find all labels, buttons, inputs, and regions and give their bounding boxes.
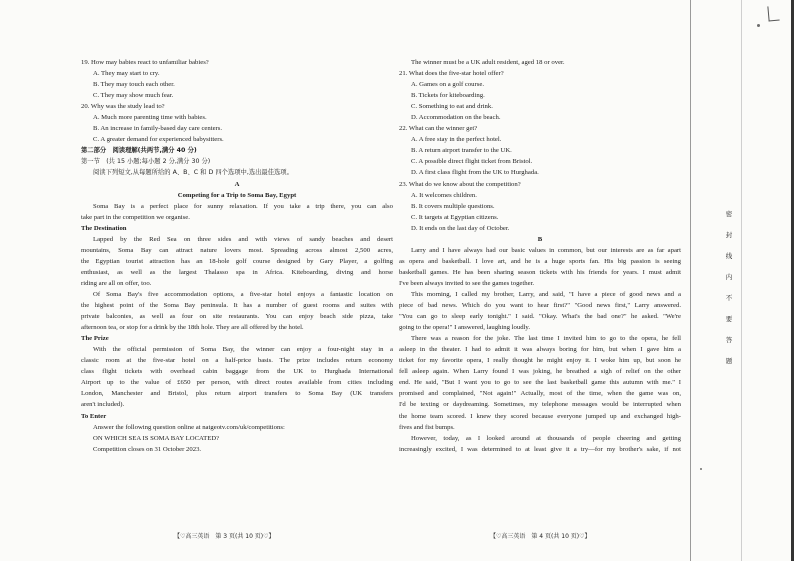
text-line: 第二部分 阅读理解(共两节,满分 40 分)	[81, 147, 197, 155]
text-line: classic room at the five-star hotel on a half-price basis. The prize includes return economy	[81, 357, 393, 365]
text-line: I'd be texting or daydreaming. Sometimes, my telephone messages would be interrupted when	[399, 401, 681, 409]
text-line: Competition closes on 31 October 2023.	[93, 445, 202, 453]
text-line: B. It covers multiple questions.	[411, 202, 495, 210]
text-line: mountains, Soma Bay can attract nature lovers most. Spreading across almost 2,500 acres,	[81, 246, 393, 254]
text-line: Answer the following question online at natgeotv.com/uk/competitions:	[93, 423, 285, 431]
text-line: 23. What do we know about the competition?	[399, 180, 521, 188]
corner-mark	[767, 6, 779, 22]
right-page-column	[399, 57, 681, 455]
text-line: B	[537, 235, 543, 243]
text-line: Of Soma Bay's five accommodation options, a five-star hotel enjoys a fantastic location on	[93, 290, 393, 298]
text-line: class flight tickets with overhead cabin baggage from the UK to Hurghada International	[81, 368, 393, 376]
binding-line	[690, 0, 691, 561]
binding-char: 线	[725, 252, 733, 260]
text-line: C. It targets at Egyptian citizens.	[411, 213, 499, 221]
binding-margin-notice	[724, 210, 734, 378]
binding-char: 不	[725, 294, 733, 302]
text-line: There was a reason for the joke. The last time I invited him to go to the opera, he fell	[411, 335, 681, 343]
text-line: To Enter	[81, 412, 107, 420]
text-line: ON WHICH SEA IS SOMA BAY LOCATED?	[93, 434, 220, 442]
binding-char: 密	[725, 210, 733, 218]
text-line: 19. How may babies react to unfamiliar babies?	[81, 59, 209, 66]
text-line: Airport up to the value of £650 per person, with direct routes available from cities including	[81, 379, 393, 387]
text-line: A. Much more parenting time with babies.	[93, 114, 207, 122]
text-line: B. They may touch each other.	[93, 81, 175, 89]
text-line: enthusiast, as well as the largest Thalasso spa in Africa. Kiteboarding, diving and horse	[81, 268, 393, 276]
text-line: D. A first class flight from the UK to Hurghada.	[411, 169, 539, 177]
text-line: A. They may start to cry.	[93, 70, 160, 78]
text-line: B. Tickets for kiteboarding.	[411, 92, 485, 100]
text-line: 22. What can the winner get?	[399, 125, 478, 133]
text-line: Competing for a Trip to Soma Bay, Egypt	[177, 191, 297, 199]
text-line: fell asleep again. When Larry found I was joking, he breathed a sigh of relief on the other	[399, 368, 681, 376]
left-page-column	[81, 57, 393, 455]
text-line: private balconies, as well as four on site restaurants. You can enjoy beach side pizza, take	[81, 313, 393, 321]
binding-char: 内	[725, 273, 733, 281]
text-line: 20. Why was the study lead to?	[81, 103, 165, 111]
text-line: ticket for my favorite opera, I really thought he might enjoy it. I woke him up, but soon he	[399, 357, 681, 365]
scan-speck	[700, 468, 702, 470]
binding-char: 答	[725, 336, 733, 344]
text-line: going to the opera!" I answered, laughing loudly.	[399, 324, 530, 332]
text-line: basketball games. He has been sharing season tickets with his friends for years. I must admit	[399, 268, 681, 276]
text-line: A. It welcomes children.	[411, 191, 477, 199]
text-line: C. They may show much fear.	[93, 92, 174, 100]
text-line: "You can go to sleep early tonight." I said. "Okay. What's the bad one?" he asked. "We're	[399, 313, 681, 321]
text-line: increasingly excited, I was determined to at least give it a try—for my brother's sake, if not	[399, 445, 681, 453]
text-line: D. Accommodation on the beach.	[411, 114, 501, 122]
text-line: as opera and basketball. I love art, and he is a huge sports fan. His big passion is seeing	[399, 257, 681, 265]
text-line: D. It ends on the last day of October.	[411, 224, 510, 232]
binding-char: 封	[725, 231, 733, 239]
scan-speck	[757, 24, 760, 27]
left-page-footer: 【♡高三英语 第 3 页(共 10 页)♡】	[174, 533, 275, 540]
text-line: asleep in the theater. I had to admit it was always boring for him, but when I gave him a	[399, 346, 681, 354]
text-line: Larry and I have always had our basic values in common, but our interests are as far apart	[411, 246, 681, 254]
text-line: The Destination	[81, 224, 127, 232]
binding-char: 要	[725, 315, 733, 323]
text-line: fives and fist bumps.	[399, 423, 455, 431]
text-line: aren't included).	[81, 401, 125, 409]
text-line: The Prize	[81, 335, 109, 343]
text-line: A. A free stay in the perfect hotel.	[411, 136, 502, 144]
text-line: I've been always invited to see the games together.	[399, 279, 535, 287]
text-line: take part in the competition we organise.	[81, 213, 190, 221]
text-line: Soma Bay is a perfect place for sunny relaxation. If you take a trip there, you can also	[93, 202, 393, 210]
text-line: C. A greater demand for experienced babysitters.	[93, 136, 224, 144]
right-page-footer: 【♡高三英语 第 4 页(共 10 页)♡】	[490, 533, 591, 540]
text-line: afternoon tea, or stop for a drink by the 18th hole. They are all offered by the hotel.	[81, 324, 304, 332]
text-line: riding are all on offer, too.	[81, 279, 152, 287]
text-line: 第一节 (共 15 小题;每小题 2 分,满分 30 分)	[81, 158, 211, 166]
text-line: promised and complained, "Not again!" Actually, most of the time, when the game was on,	[399, 390, 681, 398]
text-line: London, Manchester and Bristol, plus return airport transfers to Soma Bay (UK transfers	[81, 390, 393, 398]
text-line: the highest point of the Soma Bay peninsula. It has a number of guest rooms and suites with	[81, 302, 393, 310]
text-line: piece of bad news. Which do you want to hear first?" "Good news first," Larry answered.	[399, 302, 681, 310]
text-line: C. A possible direct flight ticket from Bristol.	[411, 158, 533, 166]
text-line: A. Games on a golf course.	[411, 81, 484, 89]
text-line: C. Something to eat and drink.	[411, 103, 493, 111]
text-line: However, today, as I looked around at thousands of people cheering and getting	[411, 434, 681, 442]
binding-line-outer	[741, 0, 742, 561]
text-line: 21. What does the five-star hotel offer?	[399, 70, 504, 78]
text-line: the home team scored. I knew they scored because everyone jumped up and exchanged high-	[399, 412, 681, 420]
text-line: A	[234, 180, 240, 188]
text-line: end. He said, "But I want you to go to see the last basketball game this autumn with me." I	[399, 379, 681, 387]
text-line: B. A return airport transfer to the UK.	[411, 147, 512, 155]
text-line: Lapped by the Red Sea on three sides and with views of sandy beaches and desert	[93, 235, 393, 243]
text-line: 阅读下列短文,从每题所给的 A、B、C 和 D 四个选项中,选出最佳选项。	[93, 169, 293, 177]
binding-char: 题	[725, 357, 733, 365]
text-line: This morning, I called my brother, Larry, and said, "I have a piece of good news and a	[411, 290, 681, 298]
text-line: The winner must be a UK adult resident, aged 18 or over.	[411, 59, 565, 66]
text-line: With the official permission of Soma Bay, the winner can enjoy a four-night stay in a	[93, 346, 393, 354]
text-line: the Egyptian tourist attraction has an 18-hole golf course designed by Gary Player, a golfing	[81, 257, 393, 265]
text-line: B. An increase in family-based day care centers.	[93, 125, 223, 133]
